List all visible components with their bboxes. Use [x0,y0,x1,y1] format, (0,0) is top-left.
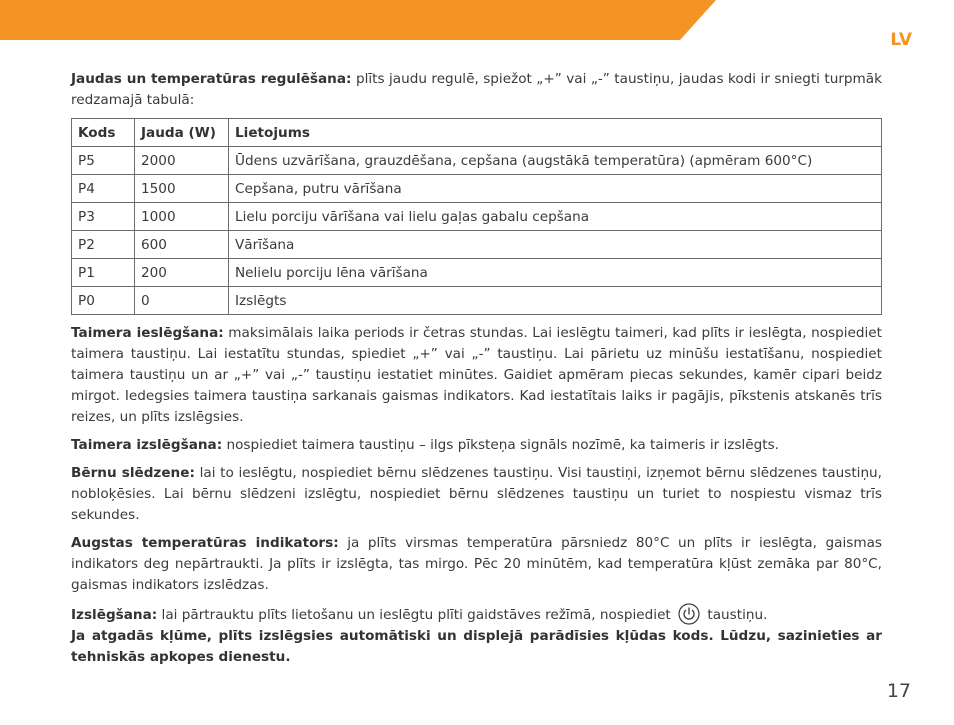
cell-usage: Ūdens uzvārīšana, grauzdēšana, cepšana (augstākā temperatūra) (apmēram 600°C) [229,147,882,175]
page-content [71,69,882,668]
cell-code: P3 [72,203,135,231]
table-row [72,175,882,203]
column-header-power: Jauda (W) [135,119,229,147]
power-code-table [71,118,882,315]
cell-usage: Lielu porciju vārīšana vai lielu gaļas gabalu cepšana [229,203,882,231]
column-header-code: Kods [72,119,135,147]
paragraph-label: Taimera ieslēgšana: [71,325,224,341]
table-header-row [72,119,882,147]
cell-code: P1 [72,259,135,287]
warning-text: Ja atgadās kļūme, plīts izslēgsies automātiski un displejā parādīsies kļūdas kods. Lūdzu, sazinieties ar tehniskās apkopes dienestu. [71,628,882,665]
paragraph-child-lock [71,463,882,526]
cell-usage: Nelielu porciju lēna vārīšana [229,259,882,287]
paragraph-text: nospiediet taimera taustiņu – ilgs pīksteņa signāls nozīmē, ka taimeris ir izslēgts. [222,437,780,453]
top-banner [0,0,716,40]
language-label: LV [890,30,912,50]
cell-usage: Cepšana, putru vārīšana [229,175,882,203]
paragraph-label: Augstas temperatūras indikators: [71,535,339,551]
table-row [72,259,882,287]
paragraph-text: lai pārtrauktu plīts lietošanu un ieslēgtu plīti gaidstāves režīmā, nospiediet [157,607,676,623]
paragraph-label: Taimera izslēgšana: [71,437,223,453]
cell-code: P5 [72,147,135,175]
cell-power: 0 [135,287,229,315]
paragraph-label: Bērnu slēdzene: [71,465,195,481]
paragraph-high-temperature [71,533,882,596]
paragraph-text: plīts jaudu regulē, spiežot „+” vai „-” taustiņu, jaudas kodi ir sniegti turpmāk redzamajā tabulā: [71,71,882,108]
cell-usage: Vārīšana [229,231,882,259]
column-header-usage: Lietojums [229,119,882,147]
power-icon [678,603,700,625]
paragraph-power-regulation [71,69,882,111]
cell-power: 1500 [135,175,229,203]
paragraph-timer-off [71,435,882,456]
cell-power: 2000 [135,147,229,175]
page-number: 17 [886,680,911,702]
table-row [72,231,882,259]
paragraph-label: Jaudas un temperatūras regulēšana: [71,71,352,87]
paragraph-timer-on [71,323,882,428]
cell-power: 600 [135,231,229,259]
paragraph-text-end: taustiņu. [703,607,768,623]
cell-code: P2 [72,231,135,259]
cell-code: P0 [72,287,135,315]
cell-power: 200 [135,259,229,287]
paragraph-text: ja plīts virsmas temperatūra pārsniedz 80°C un plīts ir ieslēgta, gaismas indikators deg nepārtraukti. Ja plīts ir izslēgta, tas mirgo. Pēc 20 minūtēm, kad temperatūra kļūst zemāka par 80°C, gaismas indikators izslēdzas. [71,535,882,593]
paragraph-switch-off [71,603,882,668]
paragraph-text: maksimālais laika periods ir četras stundas. Lai ieslēgtu taimeri, kad plīts ir ieslēgta, nospiediet taimera taustiņu. Lai iestatītu stundas, spiediet „+” vai „-” taustiņu. Lai pārietu uz minūšu iestatīšanu, nospiediet taimera taustiņu un ar „+” vai „-” taustiņu iestatiet minūtes. Gaidiet apmēram piecas sekundes, kamēr cipari beidz mirgot. Iedegsies taimera taustiņa sarkanais gaismas indikators. Kad iestatītais laiks ir pagājis, pīkstenis atskanēs trīs reizes, un plīts izslēgsies. [71,325,882,425]
table-row [72,147,882,175]
table-row [72,287,882,315]
cell-usage: Izslēgts [229,287,882,315]
paragraph-text: lai to ieslēgtu, nospiediet bērnu slēdzenes taustiņu. Visi taustiņi, izņemot bērnu slēdzenes taustiņu, nobloķēsies. Lai bērnu slēdzeni izslēgtu, nospiediet bērnu slēdzenes taustiņu un turiet to nospiestu vismaz trīs sekundes. [71,465,882,523]
paragraph-label: Izslēgšana: [71,607,158,623]
cell-power: 1000 [135,203,229,231]
cell-code: P4 [72,175,135,203]
table-row [72,203,882,231]
